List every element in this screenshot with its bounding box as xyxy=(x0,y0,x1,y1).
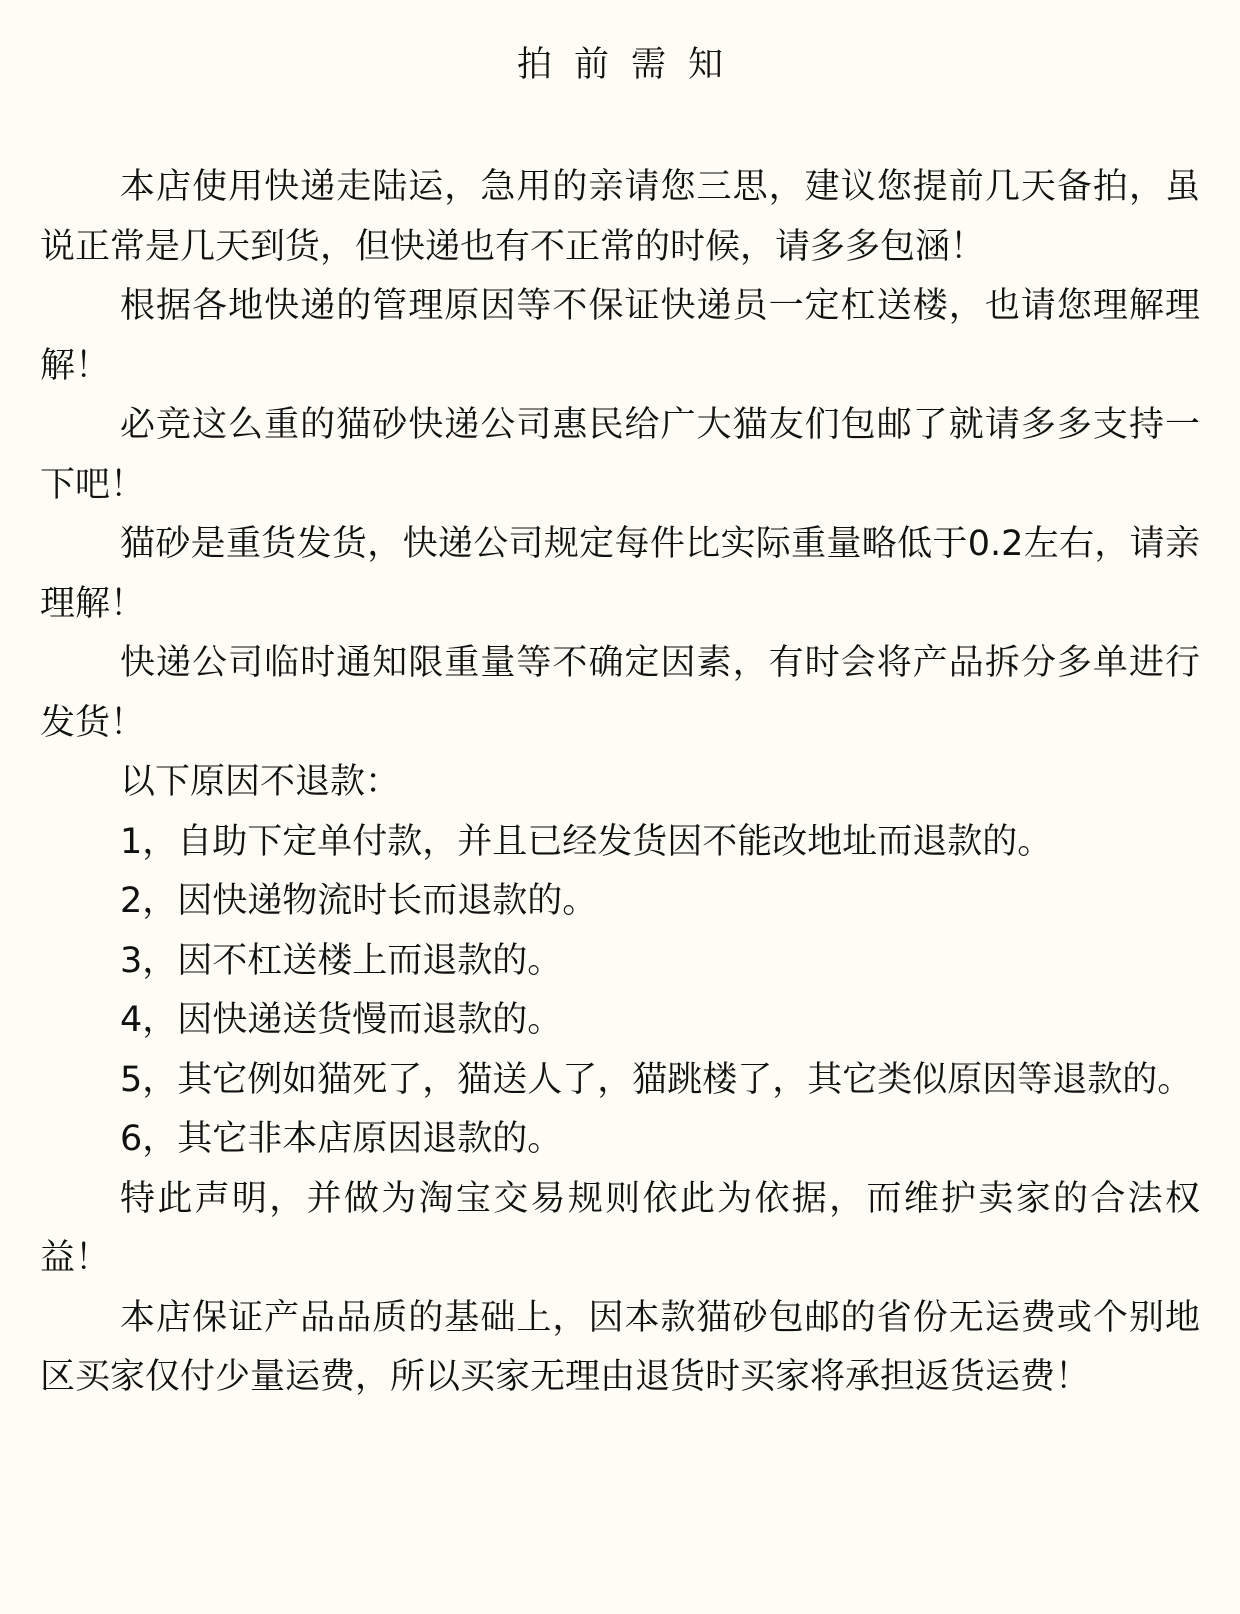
no-refund-item-3: 3，因不杠送楼上而退款的。 xyxy=(120,940,563,981)
page-title: 拍前需知 xyxy=(516,45,745,85)
paragraph-return-shipping: 本店保证产品品质的基础上，因本款猫砂包邮的省份无运费或个别地区买家仅付少量运费，所以买家无理由退货时买家将承担返货运费！ xyxy=(40,1297,1200,1397)
no-refund-item-6: 6，其它非本店原因退款的。 xyxy=(120,1119,563,1159)
paragraph-delivery-upstairs: 根据各地快递的管理原因等不保证快递员一定杠送楼，也请您理解理解！ xyxy=(40,286,1200,386)
paragraph-free-shipping: 必竞这么重的猫砂快递公司惠民给广大猫友们包邮了就请多多支持一下吧！ xyxy=(40,405,1200,505)
paragraph-weight: 猫砂是重货发货，快递公司规定每件比实际重量略低于0.2左右，请亲理解！ xyxy=(40,524,1200,624)
no-refund-item-5: 5，其它例如猫死了，猫送人了，猫跳楼了，其它类似原因等退款的。 xyxy=(120,1059,1193,1100)
no-refund-item-2: 2，因快递物流时长而退款的。 xyxy=(120,881,598,921)
paragraph-no-refund-heading: 以下原因不退款： xyxy=(120,762,401,802)
no-refund-item-4: 4，因快递送货慢而退款的。 xyxy=(120,1000,563,1040)
paragraph-declaration: 特此声明，并做为淘宝交易规则依此为依据，而维护卖家的合法权益！ xyxy=(40,1178,1200,1278)
paragraph-shipping-method: 本店使用快递走陆运，急用的亲请您三思，建议您提前几天备拍，虽说正常是几天到货，但快递也有不正常的时候，请多多包涵！ xyxy=(40,167,1200,267)
paragraph-split-orders: 快递公司临时通知限重量等不确定因素，有时会将产品拆分多单进行发货！ xyxy=(40,643,1200,743)
no-refund-item-1: 1，自助下定单付款，并且已经发货因不能改地址而退款的。 xyxy=(120,821,1053,862)
